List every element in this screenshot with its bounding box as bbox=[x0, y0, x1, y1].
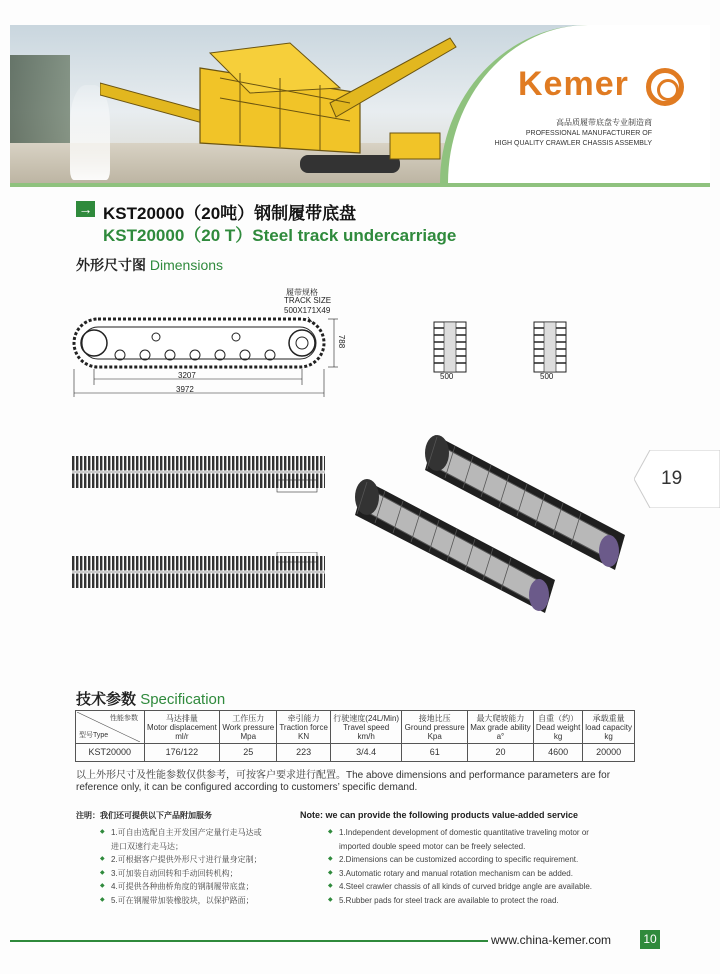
spec-heading-en: Specification bbox=[140, 691, 226, 708]
screening-machine-illustration bbox=[100, 33, 460, 183]
brand-logo-ring-icon bbox=[646, 68, 684, 106]
side-view-drawing bbox=[70, 285, 350, 400]
spec-col-weight: 自重（约） Dead weight kg bbox=[533, 711, 582, 744]
corner-bottom: 型号Type bbox=[79, 732, 109, 739]
table-row bbox=[76, 744, 635, 762]
spec-col-speed: 行驶速度(24L/Min) Travel speed km/h bbox=[330, 711, 402, 744]
list-item: ◆ 5.Rubber pads for steel track are available to protect the road. bbox=[328, 894, 648, 908]
spec-type-cell: KST20000 bbox=[76, 744, 145, 762]
list-item: ◆ 4.Steel crawler chassis of all kinds of curved bridge angle are available. bbox=[328, 880, 648, 894]
logo-panel bbox=[448, 25, 710, 183]
spec-value-cell: 61 bbox=[402, 744, 468, 762]
undercarriage-3d-render bbox=[355, 425, 635, 615]
services-list-cn bbox=[100, 826, 290, 908]
tagline-en-line1: PROFESSIONAL MANUFACTURER OF bbox=[525, 130, 652, 137]
spec-heading bbox=[76, 688, 225, 709]
spec-col-grade: 最大爬坡能力 Max grade ability a° bbox=[467, 711, 533, 744]
width-dimension-2: 500 bbox=[540, 372, 554, 381]
spec-value-cell: 4600 bbox=[533, 744, 582, 762]
banner-divider bbox=[10, 183, 710, 187]
spec-col-ground-pressure: 接地比压 Ground pressure Kpa bbox=[402, 711, 468, 744]
spec-col-capacity: 承载重量 load capacity kg bbox=[583, 711, 635, 744]
spec-col-pressure: 工作压力 Work pressure Mpa bbox=[220, 711, 277, 744]
list-item: ◆ 4.可提供各种曲桥角度的钢制履带底盘； bbox=[100, 880, 290, 894]
list-item: ◆ 1.可自由选配自主开发国产定量行走马达或 进口双速行走马达； bbox=[100, 826, 290, 853]
list-item: ◆ 2.Dimensions can be customized according to specific requirement. bbox=[328, 853, 648, 867]
list-item: ◆ 1.Independent development of domestic quantitative traveling motor or imported double speed motor can be freely selected. bbox=[328, 826, 648, 853]
end-view-drawing-2 bbox=[530, 320, 570, 385]
tagline-en bbox=[452, 129, 652, 149]
spec-value-cell: 176/122 bbox=[144, 744, 220, 762]
services-list-en bbox=[328, 826, 648, 908]
spec-heading-cn: 技术参数 bbox=[76, 691, 137, 708]
services-title-en: Note: we can provide the following products value-added service bbox=[300, 810, 579, 820]
brand-logo-text: Kemer bbox=[518, 65, 629, 103]
spec-header-row bbox=[76, 711, 635, 744]
dimensions-heading-cn: 外形尺寸图 bbox=[76, 257, 146, 273]
website-url: www.china-kemer.com bbox=[491, 933, 612, 947]
track-size-value: 500X171X49 bbox=[284, 306, 331, 315]
services-title-cn: 注明：我们还可提供以下产品附加服务 bbox=[76, 811, 212, 820]
corner-top-cn: 性能参数 bbox=[110, 715, 138, 722]
reference-note: 以上外形尺寸及性能参数仅供参考，可按客户要求进行配置。The above dimensions and performance parameters are for reference only, it can be configured according to customers’ specific demand. bbox=[76, 770, 611, 793]
spec-value-cell: 20 bbox=[467, 744, 533, 762]
width-dimension-1: 500 bbox=[440, 372, 454, 381]
inner-length-dimension: 3207 bbox=[178, 371, 196, 380]
header-banner bbox=[10, 25, 710, 183]
top-view-drawing-2 bbox=[72, 552, 327, 592]
spec-value-cell: 223 bbox=[277, 744, 331, 762]
page-number: 10 bbox=[640, 930, 660, 949]
tagline-en-line2: HIGH QUALITY CRAWLER CHASSIS ASSEMBLY bbox=[494, 140, 652, 147]
spec-table bbox=[75, 710, 635, 762]
spec-value-cell: 3/4.4 bbox=[330, 744, 402, 762]
spec-col-traction: 牵引能力 Traction force KN bbox=[277, 711, 331, 744]
arrow-right-icon: → bbox=[76, 201, 95, 217]
dimensions-heading-en: Dimensions bbox=[149, 257, 224, 273]
list-item: ◆ 3.Automatic rotary and manual rotation mechanism can be added. bbox=[328, 867, 648, 881]
product-title-cn: KST20000（20吨）钢制履带底盘 bbox=[103, 204, 357, 223]
tagline-cn: 高品质履带底盘专业制造商 bbox=[556, 118, 652, 127]
dimensions-heading bbox=[76, 255, 223, 275]
list-item: ◆ 3.可加装自动回转和手动回转机构； bbox=[100, 867, 290, 881]
footer-divider bbox=[10, 940, 488, 942]
spec-col-motor: 马达排量 Motor displacement ml/r bbox=[144, 711, 220, 744]
product-title-en: KST20000（20 T）Steel track undercarriage bbox=[103, 226, 457, 245]
spec-value-cell: 25 bbox=[220, 744, 277, 762]
track-size-label-en: TRACK SIZE bbox=[284, 296, 332, 305]
total-length-dimension: 3972 bbox=[176, 385, 194, 394]
height-dimension: 788 bbox=[337, 334, 347, 349]
section-number: 19 bbox=[661, 468, 683, 489]
section-tab bbox=[634, 450, 720, 508]
spec-value-cell: 20000 bbox=[583, 744, 635, 762]
track-size-label-cn: 履带规格 bbox=[286, 288, 318, 297]
top-view-drawing-1 bbox=[72, 454, 327, 494]
list-item: ◆ 2.可根据客户提供外形尺寸进行量身定制； bbox=[100, 853, 290, 867]
end-view-drawing-1 bbox=[430, 320, 470, 385]
spec-corner-cell bbox=[76, 711, 145, 744]
list-item: ◆ 5.可在钢履带加装橡胶块，以保护路面； bbox=[100, 894, 290, 908]
